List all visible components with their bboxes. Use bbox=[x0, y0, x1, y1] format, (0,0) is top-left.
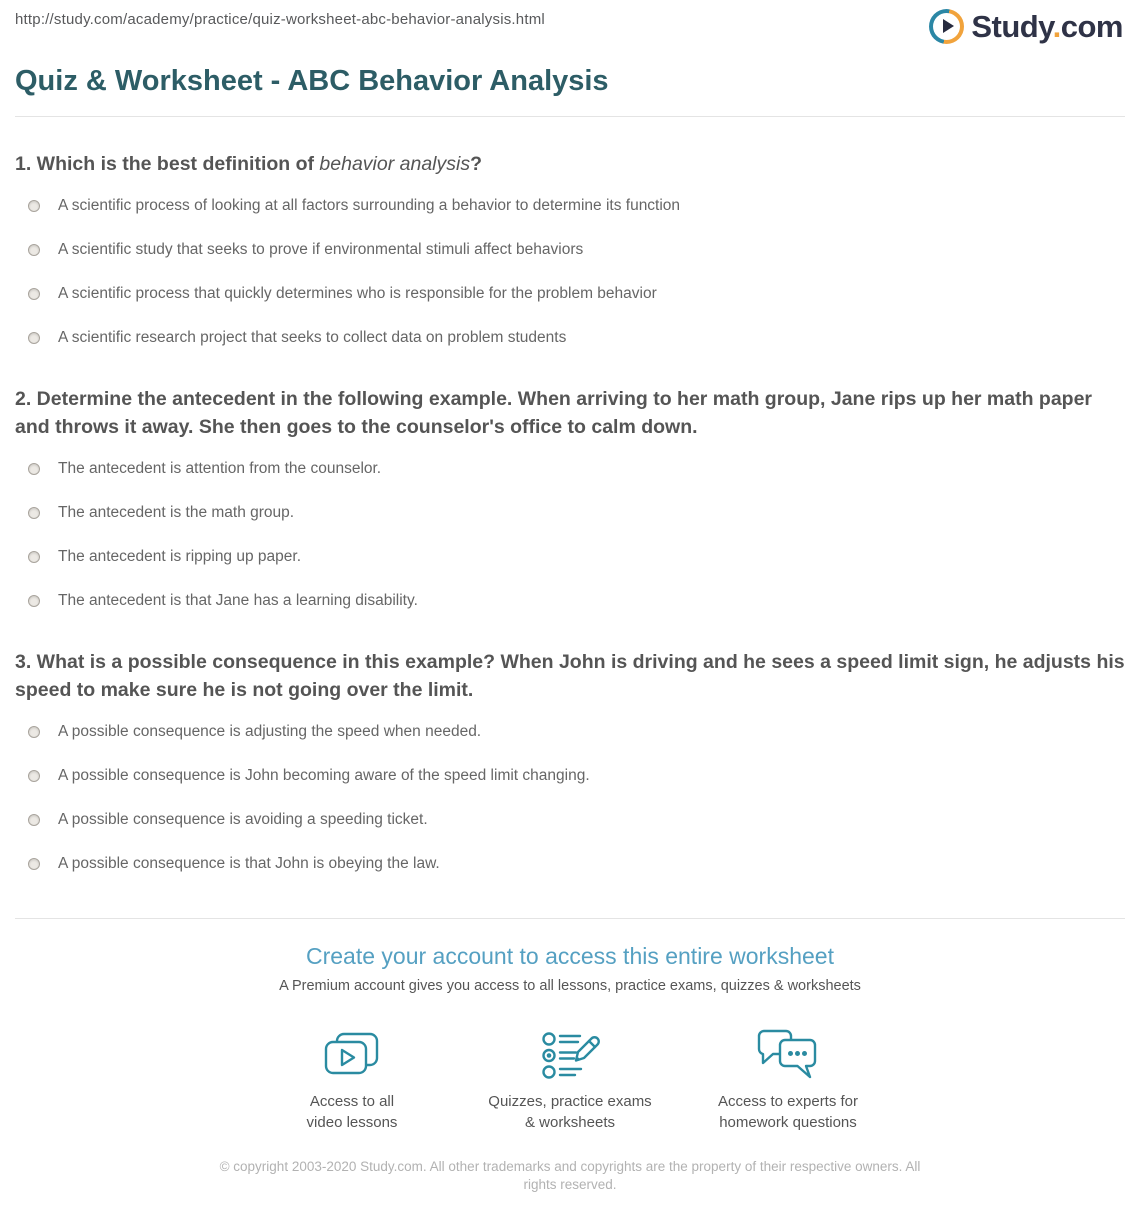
copyright-notice: © copyright 2003-2020 Study.com. All other trademarks and copyrights are the property of their respective owners. All rights reserved. bbox=[219, 1159, 921, 1192]
page-url: http://study.com/academy/practice/quiz-worksheet-abc-behavior-analysis.html bbox=[15, 11, 545, 28]
option-label[interactable]: The antecedent is that Jane has a learning disability. bbox=[58, 592, 418, 609]
answer-option[interactable] bbox=[15, 810, 1125, 829]
question-3-options bbox=[15, 722, 1125, 873]
option-label[interactable]: A possible consequence is adjusting the speed when needed. bbox=[58, 723, 482, 740]
cta-subheading: A Premium account gives you access to all lessons, practice exams, quizzes & worksheets bbox=[279, 978, 861, 994]
radio-button[interactable] bbox=[28, 463, 40, 475]
answer-option[interactable] bbox=[15, 766, 1125, 785]
option-label[interactable]: A scientific research project that seeks to collect data on problem students bbox=[58, 329, 567, 346]
feature-video-lessons bbox=[243, 1026, 461, 1133]
answer-option[interactable] bbox=[15, 284, 1125, 303]
answer-option[interactable] bbox=[15, 459, 1125, 478]
radio-button[interactable] bbox=[28, 288, 40, 300]
answer-option[interactable] bbox=[15, 240, 1125, 259]
video-lessons-icon bbox=[243, 1026, 461, 1084]
radio-button[interactable] bbox=[28, 507, 40, 519]
feature-quizzes bbox=[461, 1026, 679, 1133]
option-label[interactable]: The antecedent is attention from the counselor. bbox=[58, 460, 382, 477]
option-label[interactable]: A possible consequence is John becoming aware of the speed limit changing. bbox=[58, 767, 590, 784]
radio-button[interactable] bbox=[28, 595, 40, 607]
question-2-title: 2. Determine the antecedent in the following example. When arriving to her math group, Jane rips up her math paper and throws it away. She then goes to the counselor's office to calm down. bbox=[15, 388, 1093, 438]
radio-button[interactable] bbox=[28, 332, 40, 344]
quizzes-worksheets-icon bbox=[461, 1026, 679, 1084]
answer-option[interactable] bbox=[15, 854, 1125, 873]
answer-option[interactable] bbox=[15, 503, 1125, 522]
option-label[interactable]: The antecedent is the math group. bbox=[58, 504, 295, 521]
study-logo[interactable] bbox=[929, 9, 1123, 44]
answer-option[interactable] bbox=[15, 722, 1125, 741]
option-label[interactable]: A scientific process that quickly determines who is responsible for the problem behavior bbox=[58, 285, 657, 302]
page-title: Quiz & Worksheet - ABC Behavior Analysis bbox=[15, 65, 609, 97]
option-label[interactable]: A scientific study that seeks to prove if environmental stimuli affect behaviors bbox=[58, 241, 584, 258]
experts-chat-icon bbox=[679, 1026, 897, 1084]
feature-label: Access to experts for homework questions bbox=[717, 1093, 859, 1131]
feature-label: Quizzes, practice exams & worksheets bbox=[488, 1093, 652, 1131]
radio-button[interactable] bbox=[28, 726, 40, 738]
radio-button[interactable] bbox=[28, 814, 40, 826]
question-3 bbox=[15, 648, 1125, 873]
cta-divider bbox=[15, 918, 1125, 919]
radio-button[interactable] bbox=[28, 770, 40, 782]
radio-button[interactable] bbox=[28, 551, 40, 563]
option-label[interactable]: A possible consequence is avoiding a speeding ticket. bbox=[58, 811, 428, 828]
answer-option[interactable] bbox=[15, 196, 1125, 215]
question-1 bbox=[15, 150, 1125, 347]
question-2-options bbox=[15, 459, 1125, 610]
answer-option[interactable] bbox=[15, 328, 1125, 347]
answer-option[interactable] bbox=[15, 591, 1125, 610]
radio-button[interactable] bbox=[28, 858, 40, 870]
question-2 bbox=[15, 385, 1125, 610]
feature-row bbox=[15, 1026, 1125, 1133]
question-3-title: 3. What is a possible consequence in this example? When John is driving and he sees a speed limit sign, he adjusts his speed to make sure he is not going over the limit. bbox=[15, 651, 1125, 701]
cta-heading: Create your account to access this entire worksheet bbox=[306, 943, 834, 969]
answer-option[interactable] bbox=[15, 547, 1125, 566]
question-1-options bbox=[15, 196, 1125, 347]
feature-experts bbox=[679, 1026, 897, 1133]
question-1-title: 1. Which is the best definition of behavior analysis? bbox=[15, 153, 483, 175]
play-circle-icon bbox=[929, 9, 964, 44]
radio-button[interactable] bbox=[28, 200, 40, 212]
radio-button[interactable] bbox=[28, 244, 40, 256]
option-label[interactable]: A possible consequence is that John is obeying the law. bbox=[58, 855, 440, 872]
option-label[interactable]: The antecedent is ripping up paper. bbox=[58, 548, 302, 565]
title-divider bbox=[15, 116, 1125, 117]
option-label[interactable]: A scientific process of looking at all factors surrounding a behavior to determine its function bbox=[58, 197, 681, 214]
logo-text: Study.com bbox=[971, 9, 1123, 44]
feature-label: Access to all video lessons bbox=[306, 1093, 398, 1131]
